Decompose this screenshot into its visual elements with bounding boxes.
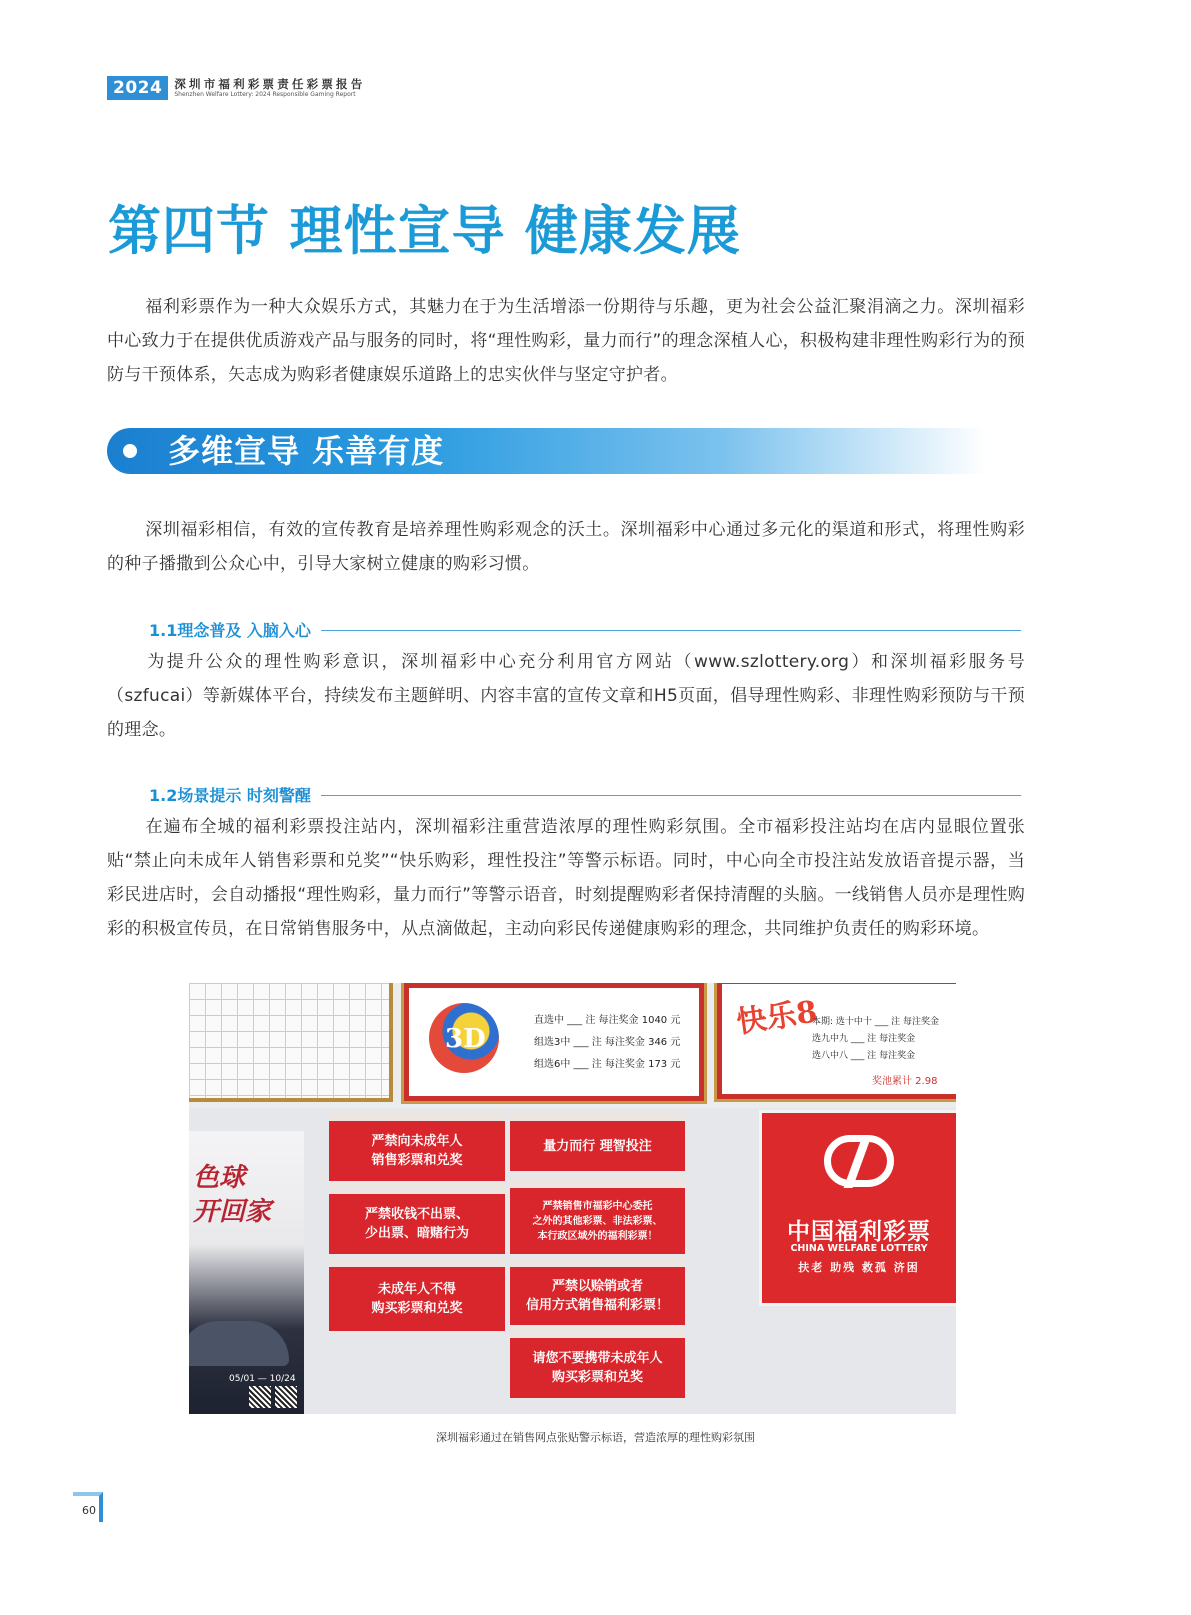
sign-line: 本行政区域外的福利彩票！ (537, 1230, 658, 1242)
sign-line: 严禁收钱不出票、 (364, 1207, 469, 1222)
section-paragraph (107, 513, 1025, 581)
qr-code-icon (249, 1386, 271, 1408)
sign-line: 未成年人不得 (377, 1282, 456, 1297)
year-badge: 2024 (107, 76, 168, 100)
board-kl8 (717, 983, 956, 1099)
intro-paragraph (107, 290, 1025, 392)
prize-rows (534, 1010, 680, 1076)
subsection-title: 1.2场景提示 时刻警醒 (149, 785, 311, 805)
subsection-paragraph-1-1 (107, 645, 1025, 747)
section-paragraph-text: 深圳福彩相信，有效的宣传教育是培养理性购彩观念的沃土。深圳福彩中心通过多元化的渠道和形式，将理性购彩的种子播撒到公众心中，引导大家树立健康的购彩习惯。 (107, 520, 1025, 574)
cwl-name-cn: 中国福利彩票 (787, 1219, 931, 1245)
header-title-cn: 深圳市福利彩票责任彩票报告 (174, 77, 366, 91)
warning-sign (329, 1257, 505, 1331)
warning-sign (510, 1328, 685, 1398)
qr-code-icon (275, 1386, 297, 1408)
header-text (174, 77, 365, 99)
welfare-lottery-logo-icon (824, 1135, 894, 1187)
poster-date: 05/01 — 10/24 (229, 1374, 296, 1384)
subsection-paragraph-1-2 (107, 810, 1025, 946)
poster-title-line: 色球 (193, 1163, 246, 1193)
sign-line: 量力而行 理智投注 (543, 1138, 652, 1154)
subsection-paragraph-text: 为提升公众的理性购彩意识，深圳福彩中心充分利用官方网站（www.szlottery.org）和深圳福彩服务号（szfucai）等新媒体平台，持续发布主题鲜明、内容丰富的宣传文章和H5页面，倡导理性购彩、非理性购彩预防与干预的理念。 (107, 652, 1025, 740)
subsection-heading-1-1 (149, 617, 1021, 641)
kl8-pool: 奖池累计 2.98 (872, 1076, 938, 1087)
poster-title (193, 1161, 271, 1229)
lottery-station-photo (189, 983, 956, 1414)
heading-rule (321, 795, 1021, 796)
kl8-row: 选九中九 ___ 注 每注奖金 (812, 1034, 916, 1044)
kl8-row: 选八中八 ___ 注 每注奖金 (812, 1051, 916, 1061)
header-title-en: Shenzhen Welfare Lottery: 2024 Responsible Gaming Report (174, 91, 356, 98)
3d-logo-text: 3D (445, 1024, 486, 1054)
bullet-dot-icon (123, 444, 137, 458)
sign-line: 购买彩票和兑奖 (371, 1301, 463, 1316)
sign-line: 少出票、暗赌行为 (364, 1226, 469, 1241)
sign-line: 之外的其他彩票、非法彩票、 (532, 1215, 663, 1227)
warning-sign (329, 1184, 505, 1254)
page-number: 60 (82, 1504, 96, 1517)
page-title: 第四节 理性宣导 健康发展 (108, 201, 741, 262)
subsection-paragraph-text: 在遍布全城的福利彩票投注站内，深圳福彩注重营造浓厚的理性购彩氛围。全市福彩投注站均在店内显眼位置张贴“禁止向未成年人销售彩票和兑奖”“快乐购彩，理性投注”等警示标语。同时，中心向全市投注站发放语音提示器，当彩民进店时，会自动播报“理性购彩，量力而行”等警示语音，时刻提醒购彩者保持清醒的头脑。一线销售人员亦是理性购彩的积极宣传员，在日常销售服务中，从点滴做起，主动向彩民传递健康购彩的理念，共同维护负责任的购彩环境。 (107, 817, 1025, 939)
board-3d (404, 983, 704, 1101)
sign-line: 严禁销售市福彩中心委托 (542, 1200, 653, 1212)
prize-row: 直选中 ___ 注 每注奖金 1040 元 (534, 1015, 681, 1026)
kl8-logo: 快乐8 (734, 994, 820, 1041)
prize-row: 组选3中 ___ 注 每注奖金 346 元 (534, 1037, 681, 1048)
car-image (189, 1321, 289, 1366)
grid-board (189, 983, 393, 1102)
section-banner (107, 428, 987, 474)
subsection-heading-1-2 (149, 782, 1021, 806)
sign-line: 请您不要携带未成年人 (532, 1351, 663, 1366)
sign-line: 销售彩票和兑奖 (371, 1153, 463, 1168)
cwl-name-en: CHINA WELFARE LOTTERY (790, 1243, 928, 1254)
kl8-rows (812, 1014, 939, 1065)
warning-sign (329, 1111, 505, 1181)
warning-sign (510, 1178, 685, 1254)
sign-line: 信用方式销售福利彩票！ (525, 1298, 669, 1313)
subsection-title: 1.1理念普及 入脑入心 (149, 620, 311, 640)
promo-poster (189, 1131, 304, 1414)
prize-row: 组选6中 ___ 注 每注奖金 173 元 (534, 1059, 681, 1070)
kl8-row: 本期: 选十中十 ___ 注 每注奖金 (812, 1017, 939, 1027)
poster-title-line: 开回家 (193, 1197, 272, 1227)
section-title: 多维宣导 乐善有度 (168, 432, 445, 470)
warning-sign (510, 1111, 685, 1171)
report-header (107, 76, 365, 100)
sign-line: 购买彩票和兑奖 (551, 1370, 643, 1385)
china-welfare-lottery-sign (762, 1113, 956, 1303)
warning-sign (510, 1257, 685, 1325)
sign-line: 严禁向未成年人 (371, 1134, 463, 1149)
sign-line: 严禁以赊销或者 (551, 1279, 643, 1294)
photo-caption: 深圳福彩通过在销售网点张贴警示标语，营造浓厚的理性购彩氛围 (436, 1431, 755, 1444)
intro-paragraph-text: 福利彩票作为一种大众娱乐方式，其魅力在于为生活增添一份期待与乐趣，更为社会公益汇聚涓滴之力。深圳福彩中心致力于在提供优质游戏产品与服务的同时，将“理性购彩，量力而行”的理念深植人心，积极构建非理性购彩行为的预防与干预体系，矢志成为购彩者健康娱乐道路上的忠实伙伴与坚定守护者。 (107, 297, 1025, 385)
cwl-tagline: 扶老 助残 救孤 济困 (798, 1261, 920, 1274)
heading-rule (321, 630, 1021, 631)
